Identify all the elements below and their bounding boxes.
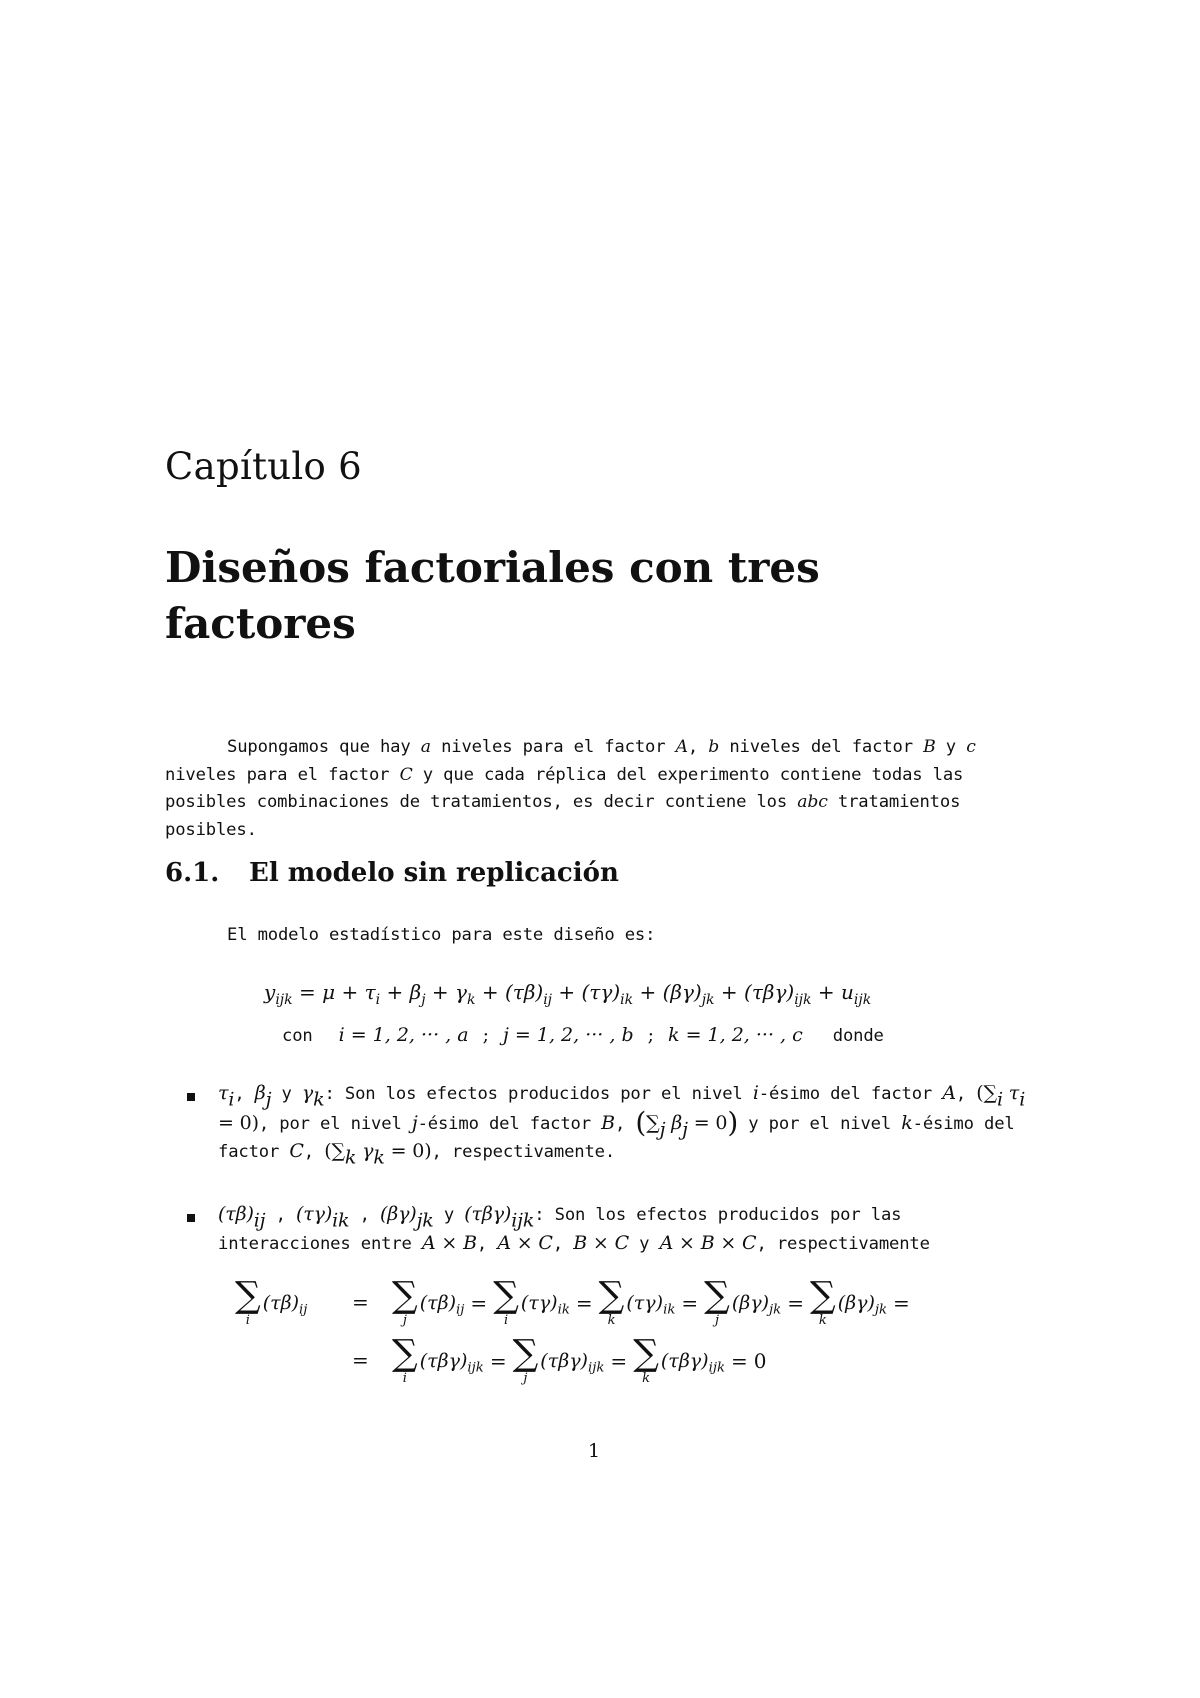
math-subscript: k	[313, 1088, 325, 1111]
equals-sign: =	[470, 1291, 488, 1315]
text: ,	[552, 1233, 574, 1254]
math-var: γ	[356, 1140, 374, 1162]
summand: $(\tau\beta\gamma)_{ijk}$	[660, 1350, 726, 1376]
text: , respectivamente	[756, 1233, 930, 1254]
summand: $(\beta\gamma)_{jk}$	[731, 1292, 782, 1318]
math-var: j	[411, 1111, 418, 1134]
equation-subscript: i	[375, 991, 381, 1008]
math-subscript: j	[265, 1088, 272, 1111]
summation-sign: ∑ k	[598, 1275, 625, 1328]
math-cond: (∑	[324, 1140, 345, 1162]
summation-index: j	[714, 1313, 720, 1328]
math-subscript: ik	[332, 1209, 350, 1232]
chapter-title-line2: factores	[165, 599, 356, 648]
sum-term	[392, 1333, 484, 1386]
con-label: con	[282, 1026, 313, 1046]
sum-term	[493, 1275, 570, 1328]
intro-text: tratamientos posibles.	[165, 792, 961, 840]
intro-text: y	[935, 737, 967, 757]
summation-sign: ∑ i	[392, 1333, 418, 1386]
text: : Son los efectos producidos por las interacciones entre	[218, 1205, 902, 1254]
summation-index: j	[402, 1313, 407, 1328]
model-intro-text: El modelo estadístico para este diseño es:	[227, 925, 656, 945]
summation-index: k	[818, 1313, 827, 1328]
text: y	[628, 1233, 660, 1254]
text: -ésimo del factor	[417, 1113, 602, 1134]
sum-term	[809, 1275, 888, 1328]
math-var: A × C	[497, 1231, 553, 1254]
equals-sign: =	[731, 1349, 748, 1373]
sum-term	[392, 1275, 465, 1328]
equals-sign: =	[489, 1349, 507, 1373]
math-cond: (∑	[976, 1082, 997, 1104]
equation-term: (τβ)	[504, 980, 544, 1004]
math-var: b	[708, 737, 720, 757]
text: , respectivamente.	[431, 1142, 616, 1162]
chapter-label: Capítulo 6	[165, 445, 362, 488]
summation-sign: ∑ k	[809, 1275, 836, 1328]
section-title: El modelo sin replicación	[249, 858, 619, 888]
big-paren: )	[727, 1105, 739, 1139]
intro-text: Supongamos que hay	[227, 737, 421, 757]
summation-sign: ∑ k	[633, 1333, 659, 1386]
model-index-ranges	[282, 1023, 884, 1051]
text: ,	[476, 1233, 498, 1254]
intro-text: ,	[687, 737, 709, 757]
intro-text: niveles para el factor	[165, 764, 400, 785]
math-subscript: i	[996, 1088, 1003, 1111]
text: : Son los efectos producidos por el nivel	[324, 1084, 753, 1104]
text: ,	[349, 1205, 380, 1225]
equation-operator: +	[714, 980, 745, 1004]
intro-text: niveles del factor	[719, 737, 924, 757]
math-var: C	[399, 764, 413, 785]
sum-term	[235, 1275, 308, 1328]
intro-text: y que cada réplica del experimento contiene todas las posibles combinaciones de tratamientos, es decir contiene los	[165, 764, 964, 812]
text: ,	[234, 1084, 255, 1104]
equation-subscript: ik	[620, 991, 634, 1008]
summation-sign: ∑ j	[704, 1275, 730, 1328]
display-eq-row2-right	[392, 1333, 767, 1386]
math-var: abc	[797, 792, 828, 812]
equation-operator: +	[811, 980, 841, 1004]
text: -ésimo del factor	[758, 1084, 943, 1104]
equation-term: γ	[455, 980, 467, 1004]
sum-term	[512, 1333, 605, 1386]
equation-operator: +	[380, 980, 410, 1004]
math-var: i	[752, 1082, 759, 1104]
math-cond: = 0)	[384, 1140, 432, 1162]
separator: ;	[647, 1024, 655, 1046]
chapter-title	[165, 540, 1065, 652]
equals-sign: =	[681, 1291, 699, 1315]
equation-operator: +	[552, 980, 582, 1004]
summation-index: k	[607, 1313, 616, 1328]
bullet-item-interactions	[218, 1201, 1028, 1258]
display-eq-row1-right	[392, 1275, 916, 1328]
sum-term	[704, 1275, 782, 1328]
range-j: j = 1, 2, ··· , b	[502, 1024, 634, 1046]
math-subscript: j	[659, 1118, 666, 1141]
sum-term	[633, 1333, 726, 1386]
equation-subscript: ijk	[853, 991, 872, 1008]
summand: $(\tau\beta\gamma)_{ijk}$	[540, 1350, 605, 1376]
math-var: c	[966, 737, 976, 757]
equation-term: β	[409, 980, 422, 1004]
donde-label: donde	[832, 1026, 884, 1046]
sum-term	[598, 1275, 676, 1328]
math-var: B	[923, 737, 936, 757]
equation-operator: +	[335, 980, 365, 1004]
equation-term: u	[841, 980, 854, 1004]
display-eq-row1-left	[235, 1275, 308, 1328]
summation-index: i	[402, 1371, 407, 1386]
summand: $(\tau\beta)_{ij}$	[419, 1292, 465, 1318]
equation-term: μ	[322, 980, 336, 1004]
chapter-title-line1: Diseños factoriales con tres	[165, 543, 820, 592]
math-subscript: i	[1019, 1088, 1026, 1111]
equation-subscript: ij	[543, 991, 553, 1008]
section-heading	[165, 858, 619, 888]
text: y	[271, 1084, 302, 1104]
equation-operator: +	[425, 980, 456, 1004]
summand: $(\beta\gamma)_{jk}$	[837, 1292, 888, 1318]
math-var: τ	[1002, 1082, 1020, 1104]
math-subscript: jk	[416, 1209, 434, 1232]
equation-subscript: ijk	[794, 991, 812, 1008]
equation-lhs: y	[264, 980, 276, 1004]
math-var: k	[901, 1111, 913, 1134]
math-var: A	[675, 737, 688, 757]
bullet-marker	[187, 1093, 195, 1101]
summand: $(\tau\beta)_{ij}$	[262, 1292, 308, 1318]
equals-sign: =	[787, 1291, 804, 1315]
math-var: B × C	[573, 1231, 629, 1254]
equation-operator: +	[633, 980, 663, 1004]
math-subscript: ij	[253, 1209, 266, 1232]
summation-sign: ∑ i	[493, 1275, 519, 1328]
equation-subscript: j	[421, 991, 426, 1008]
math-var: (τβ)	[218, 1203, 254, 1225]
display-eq-equals: =	[352, 1290, 369, 1314]
summation-index: k	[642, 1371, 650, 1386]
math-subscript: k	[373, 1146, 385, 1169]
math-var: (βγ)	[379, 1203, 417, 1225]
math-subscript: ijk	[511, 1209, 535, 1232]
summand: $(\tau\gamma)_{ik}$	[520, 1292, 570, 1318]
math-cond: ∑	[646, 1111, 660, 1134]
math-var: γ	[301, 1082, 314, 1104]
equation-subscript: ijk	[275, 991, 293, 1008]
separator: ;	[482, 1024, 489, 1046]
equals-sign: =	[575, 1291, 593, 1315]
summation-index: i	[503, 1313, 509, 1328]
big-paren: (	[635, 1105, 647, 1139]
text: y	[433, 1205, 465, 1225]
math-var: β	[665, 1111, 683, 1134]
math-subscript: i	[228, 1088, 235, 1111]
math-var: B	[601, 1111, 615, 1134]
page-number: 1	[588, 1440, 601, 1462]
math-subscript: j	[682, 1118, 688, 1141]
intro-text: niveles para el factor	[430, 737, 676, 757]
equation-subscript: jk	[701, 991, 715, 1008]
display-eq-equals: =	[352, 1348, 369, 1372]
text: ,	[265, 1205, 296, 1225]
section-number: 6.1.	[165, 858, 220, 888]
math-cond: = 0)	[218, 1111, 259, 1134]
equation-operator: =	[298, 980, 323, 1004]
summation-sign: ∑ i	[235, 1275, 261, 1328]
summation-index: i	[245, 1313, 250, 1328]
math-var: A × B	[421, 1231, 477, 1254]
math-var: A	[942, 1082, 956, 1104]
math-var: β	[254, 1082, 266, 1104]
math-subscript: k	[344, 1146, 357, 1169]
math-var: C	[289, 1140, 304, 1162]
summand: $(\tau\beta\gamma)_{ijk}$	[419, 1350, 484, 1376]
bullet-marker	[187, 1214, 195, 1222]
summation-sign: ∑ j	[512, 1333, 539, 1386]
text: , por el nivel	[258, 1113, 412, 1134]
math-cond: = 0	[687, 1111, 728, 1134]
equals-sign: =	[893, 1291, 910, 1315]
math-var: τ	[218, 1082, 229, 1104]
equals-sign: =	[610, 1349, 628, 1373]
math-var: (τβγ)	[464, 1203, 512, 1225]
equation-term: (τβγ)	[744, 980, 795, 1004]
math-var: (τγ)	[296, 1203, 333, 1225]
range-i: i = 1, 2, ··· , a	[338, 1024, 469, 1046]
bullet-item-main-effects: $\tau_i$, $\beta_j$ y $\gamma_k$: Son los efectos producidos por el nivel i-ésimo del factor A, ($\sum_i$ $\tau_i = 0$), por el nivel j-ésimo del factor B, ($\sum_j$ $\beta_j = 0$) y por el nivel k-ésimo del factor C, ($\sum_k$ $\gamma_k = 0$), respectivamente.	[218, 1082, 1026, 1169]
math-var: a	[420, 737, 431, 757]
text: y por el nivel	[738, 1113, 902, 1134]
equation-term: τ	[364, 980, 376, 1004]
equation-operator: +	[475, 980, 505, 1004]
equation-term: (τγ)	[581, 980, 621, 1004]
equation-term: (βγ)	[662, 980, 702, 1004]
summand: $(\tau\gamma)_{ik}$	[626, 1292, 676, 1318]
summation-index: j	[523, 1371, 528, 1386]
summation-sign: ∑ j	[392, 1275, 418, 1328]
text: -ésimo del factor	[218, 1113, 1015, 1162]
range-k: k = 1, 2, ··· , c	[668, 1024, 803, 1046]
intro-paragraph	[165, 734, 1030, 844]
zero-value: 0	[753, 1349, 767, 1373]
math-var: A × B × C	[659, 1231, 757, 1254]
model-equation	[264, 980, 872, 1008]
equation-subscript: k	[466, 991, 476, 1008]
